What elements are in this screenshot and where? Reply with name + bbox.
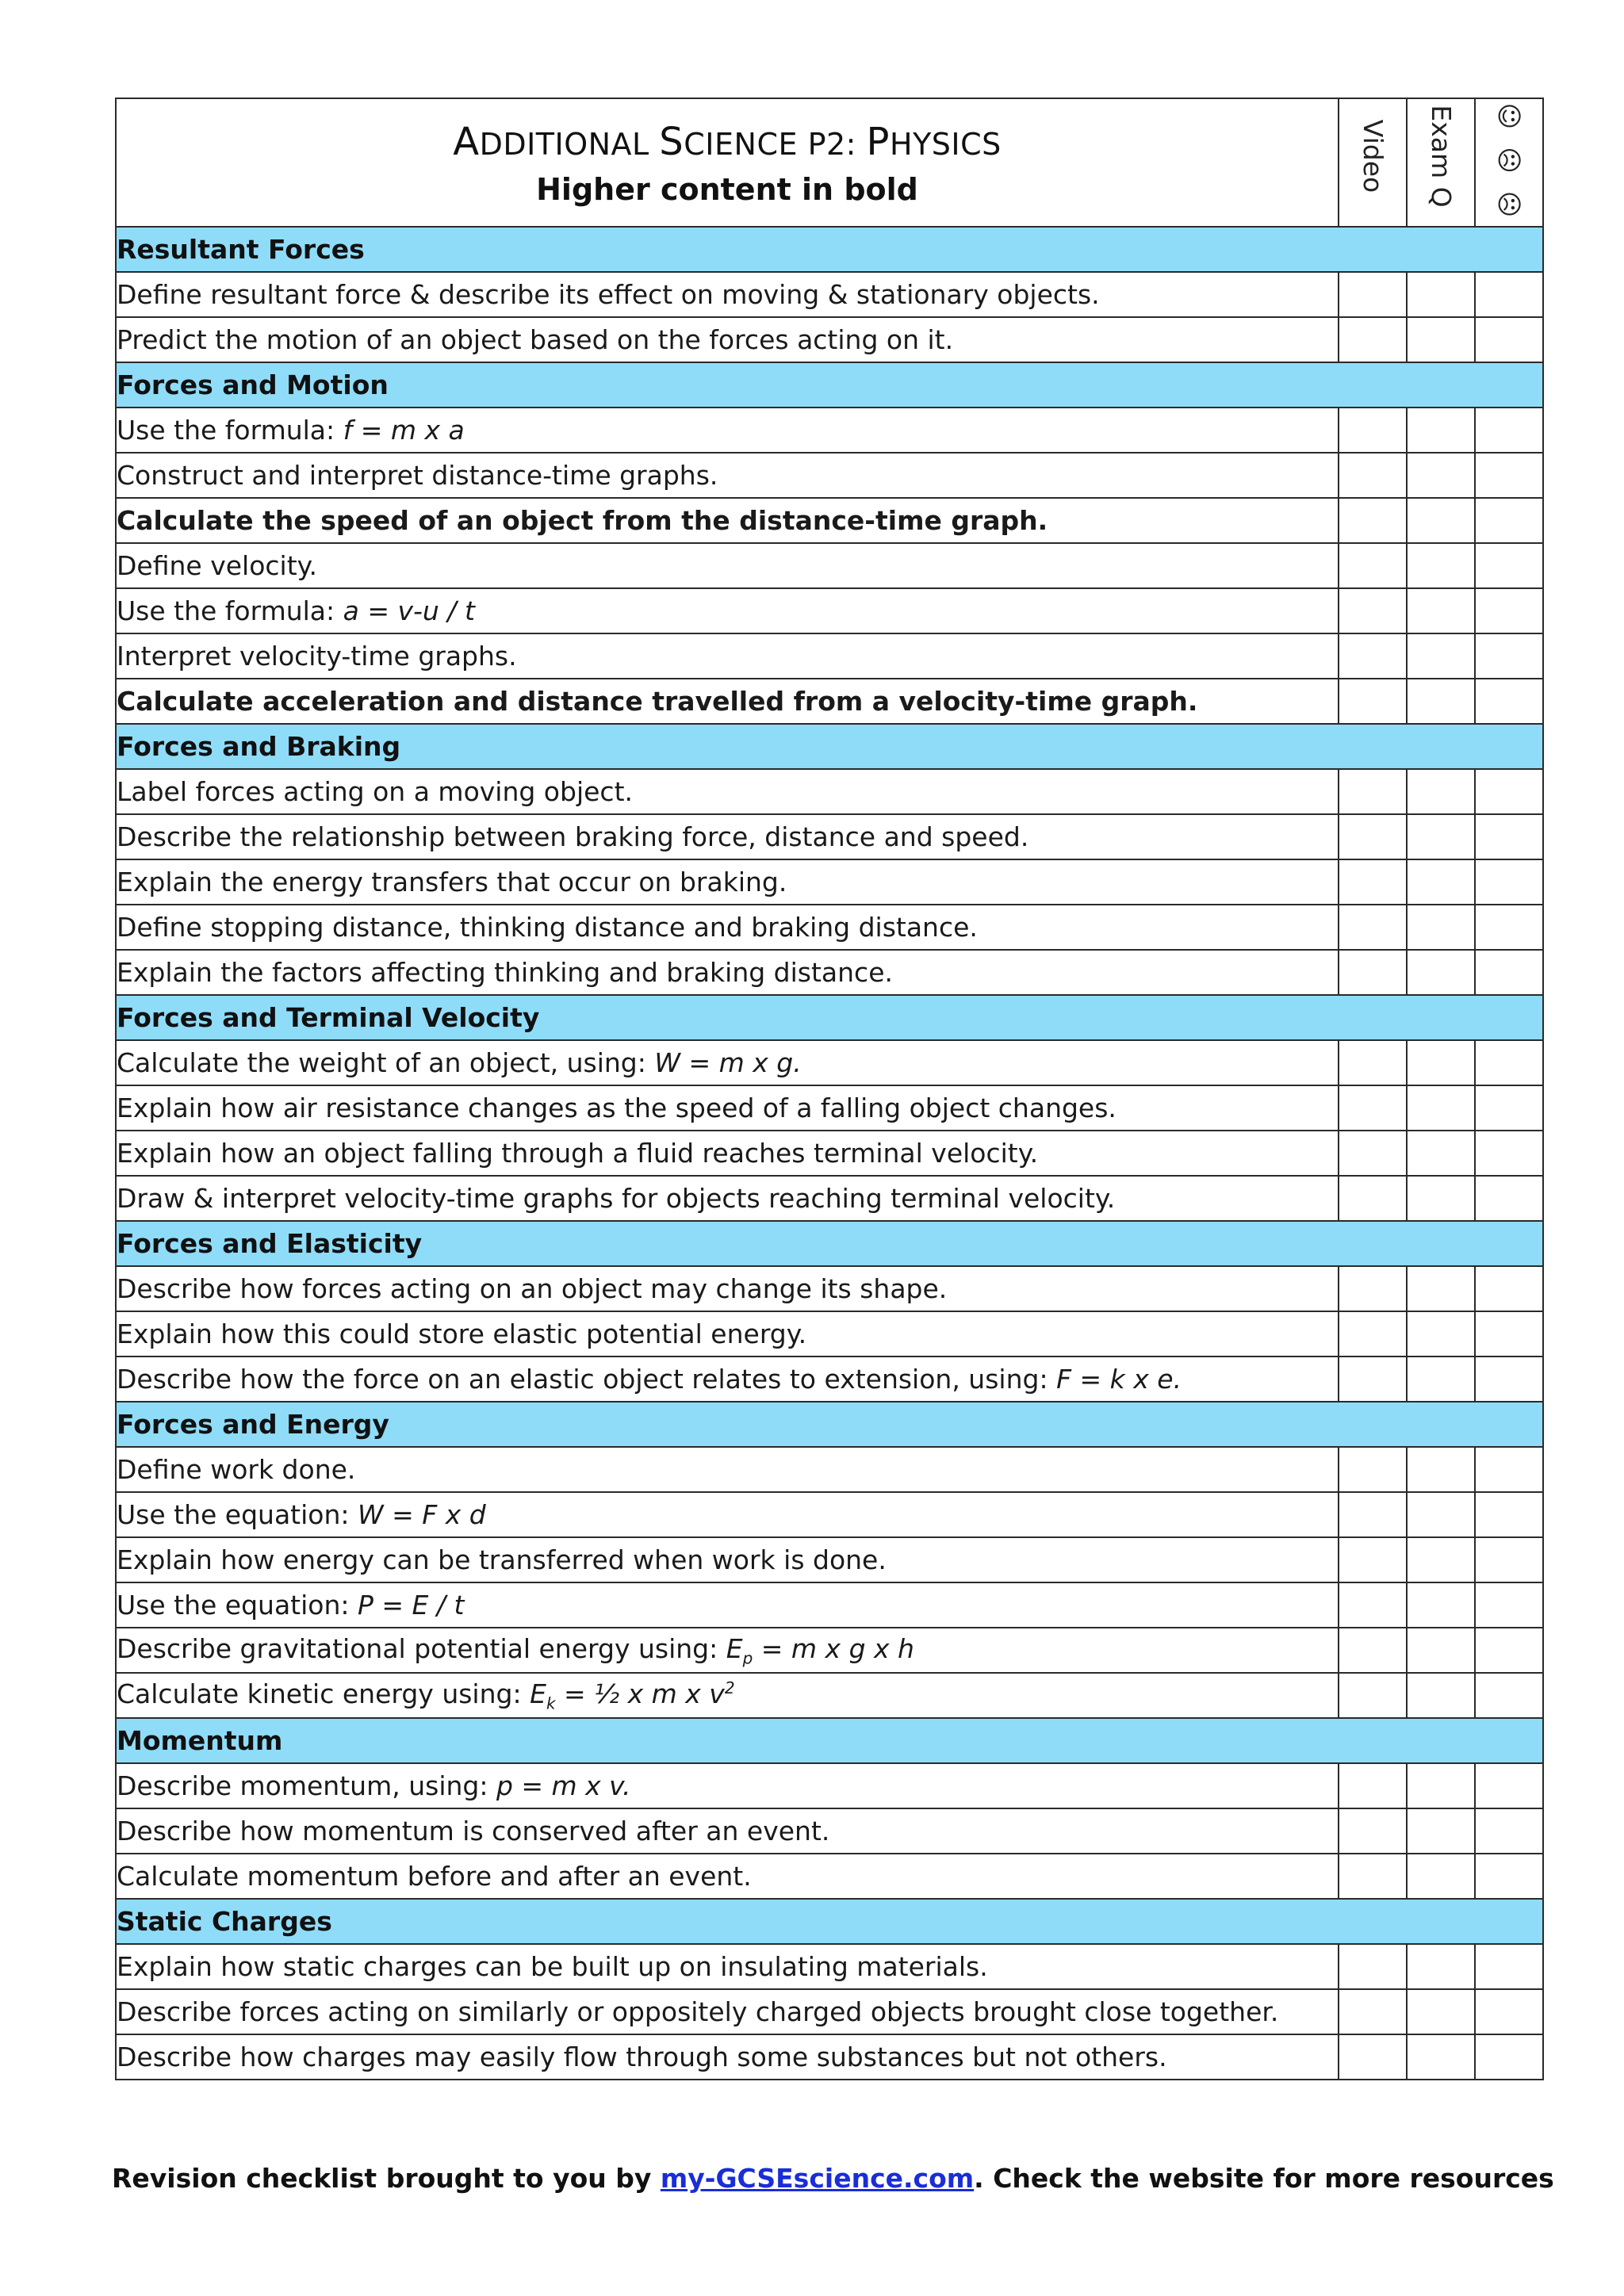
video-checkbox[interactable] [1339, 1131, 1407, 1176]
checklist-row [116, 453, 1543, 498]
section-title: Momentum [116, 1718, 1543, 1763]
checklist-row [116, 1266, 1543, 1311]
checklist-item [116, 1176, 1339, 1221]
checklist-item [116, 1808, 1339, 1854]
exam-q-checkbox[interactable] [1407, 1266, 1475, 1311]
confidence-checkbox[interactable] [1475, 1311, 1543, 1357]
section-header-row [116, 1221, 1543, 1266]
checklist-item [116, 1989, 1339, 2034]
confidence-checkbox[interactable] [1475, 633, 1543, 679]
video-checkbox[interactable] [1339, 859, 1407, 905]
checklist-item-text: Describe how momentum is conserved after an event. [117, 1816, 830, 1846]
video-checkbox[interactable] [1339, 1492, 1407, 1537]
exam-q-checkbox[interactable] [1407, 1311, 1475, 1357]
checklist-item [116, 1266, 1339, 1311]
exam-q-checkbox[interactable] [1407, 1628, 1475, 1673]
checklist-row [116, 498, 1543, 543]
section-header-row [116, 362, 1543, 408]
video-checkbox[interactable] [1339, 1311, 1407, 1357]
confidence-checkbox[interactable] [1475, 408, 1543, 453]
checklist-item [116, 588, 1339, 633]
checklist-item [116, 679, 1339, 724]
confidence-checkbox[interactable] [1475, 2034, 1543, 2080]
checklist-item-text: Explain how an object falling through a fluid reaches terminal velocity. [117, 1138, 1039, 1169]
footer-credit [112, 2163, 1554, 2194]
checklist-item [116, 633, 1339, 679]
confidence-checkbox[interactable] [1475, 1989, 1543, 2034]
checklist-item-text: Define work done. [117, 1454, 356, 1485]
video-checkbox[interactable] [1339, 1673, 1407, 1718]
video-checkbox[interactable] [1339, 1040, 1407, 1085]
checklist-item-text: Use the equation: [117, 1590, 358, 1621]
formula: F = k x e. [1056, 1364, 1182, 1395]
checklist-item-text: Describe momentum, using: [117, 1770, 496, 1801]
video-checkbox[interactable] [1339, 1944, 1407, 1989]
checklist-row [116, 1989, 1543, 2034]
video-checkbox[interactable] [1339, 1447, 1407, 1492]
confidence-checkbox[interactable] [1475, 543, 1543, 588]
section-title: Static Charges [116, 1899, 1543, 1944]
checklist-item [116, 1085, 1339, 1131]
checklist-row [116, 1131, 1543, 1176]
checklist-item [116, 498, 1339, 543]
confidence-checkbox[interactable] [1475, 317, 1543, 362]
exam-q-checkbox[interactable] [1407, 543, 1475, 588]
exam-q-checkbox[interactable] [1407, 1447, 1475, 1492]
exam-q-checkbox[interactable] [1407, 1673, 1475, 1718]
section-title: Forces and Braking [116, 724, 1543, 769]
video-checkbox[interactable] [1339, 1628, 1407, 1673]
checklist-row [116, 950, 1543, 995]
column-header-confidence [1475, 98, 1543, 227]
checklist-item-text: Use the formula: [117, 595, 343, 626]
checklist-item-text: Calculate the weight of an object, using: [117, 1047, 655, 1078]
confidence-checkbox[interactable] [1475, 1357, 1543, 1402]
formula: P = E / t [358, 1590, 465, 1621]
column-header-exam-q [1407, 98, 1475, 227]
confidence-checkbox[interactable] [1475, 453, 1543, 498]
formula: f = m x a [343, 415, 465, 446]
column-header-video [1339, 98, 1407, 227]
confidence-checkbox[interactable] [1475, 1266, 1543, 1311]
formula: W = F x d [358, 1499, 486, 1530]
checklist-item [116, 1311, 1339, 1357]
checklist-item-text: Calculate the speed of an object from the distance-time graph. [117, 505, 1048, 536]
exam-q-checkbox[interactable] [1407, 1040, 1475, 1085]
confidence-checkbox[interactable] [1475, 679, 1543, 724]
checklist-item-text: Predict the motion of an object based on the forces acting on it. [117, 324, 954, 355]
exam-q-checkbox[interactable] [1407, 1763, 1475, 1808]
title-part: P [866, 119, 890, 164]
checklist-item [116, 1492, 1339, 1537]
video-checkbox[interactable] [1339, 2034, 1407, 2080]
checklist-item-text: Define resultant force & describe its effect on moving & stationary objects. [117, 279, 1100, 310]
confidence-checkbox[interactable] [1475, 498, 1543, 543]
exam-q-checkbox[interactable] [1407, 1854, 1475, 1899]
confidence-checkbox[interactable] [1475, 272, 1543, 317]
exam-q-checkbox[interactable] [1407, 272, 1475, 317]
formula: $E_k$ = ½ x m x $v^2$ [530, 1678, 735, 1713]
section-header-row [116, 1899, 1543, 1944]
video-checkbox[interactable] [1339, 498, 1407, 543]
section-header-row [116, 227, 1543, 272]
exam-q-checkbox[interactable] [1407, 950, 1475, 995]
checklist-item [116, 1763, 1339, 1808]
checklist-row [116, 679, 1543, 724]
checklist-item [116, 950, 1339, 995]
exam-q-checkbox[interactable] [1407, 1989, 1475, 2034]
checklist-item [116, 1582, 1339, 1628]
checklist-item-text: Use the equation: [117, 1499, 358, 1530]
title-part: CIENCE P2: [684, 126, 867, 162]
exam-q-checkbox[interactable] [1407, 679, 1475, 724]
confidence-checkbox[interactable] [1475, 588, 1543, 633]
confidence-checkbox[interactable] [1475, 1537, 1543, 1582]
checklist-item-text: Draw & interpret velocity-time graphs for objects reaching terminal velocity. [117, 1183, 1116, 1214]
checklist-item-text: Calculate momentum before and after an event. [117, 1861, 752, 1892]
exam-q-checkbox[interactable] [1407, 2034, 1475, 2080]
confidence-faces-icon: ☺ ☹ ☹ [1494, 102, 1524, 223]
checklist-item [116, 1628, 1339, 1673]
exam-q-checkbox[interactable] [1407, 408, 1475, 453]
section-header-row [116, 1718, 1543, 1763]
exam-q-checkbox[interactable] [1407, 498, 1475, 543]
checklist-item [116, 1854, 1339, 1899]
video-checkbox[interactable] [1339, 1763, 1407, 1808]
video-checkbox[interactable] [1339, 633, 1407, 679]
exam-q-checkbox[interactable] [1407, 633, 1475, 679]
checklist-item-text: Construct and interpret distance-time graphs. [117, 460, 718, 491]
checklist-item [116, 453, 1339, 498]
video-checkbox[interactable] [1339, 543, 1407, 588]
checklist-item-text: Describe forces acting on similarly or oppositely charged objects brought close together. [117, 1996, 1279, 2027]
confidence-checkbox[interactable] [1475, 1763, 1543, 1808]
section-header-row [116, 1402, 1543, 1447]
video-checkbox[interactable] [1339, 905, 1407, 950]
checklist-row [116, 1582, 1543, 1628]
checklist-row [116, 1854, 1543, 1899]
checklist-row [116, 1537, 1543, 1582]
confidence-checkbox[interactable] [1475, 1854, 1543, 1899]
checklist-item [116, 543, 1339, 588]
formula: $E_p = m$ x g x h [726, 1632, 914, 1668]
checklist-item [116, 905, 1339, 950]
checklist-row [116, 1492, 1543, 1537]
section-title: Forces and Energy [116, 1402, 1543, 1447]
checklist-row [116, 769, 1543, 814]
checklist-item [116, 1673, 1339, 1718]
confidence-checkbox[interactable] [1475, 1040, 1543, 1085]
video-checkbox[interactable] [1339, 769, 1407, 814]
checklist-item [116, 1447, 1339, 1492]
video-checkbox[interactable] [1339, 679, 1407, 724]
revision-checklist-table [115, 98, 1544, 2080]
title-part: S [659, 119, 684, 164]
exam-q-checkbox[interactable] [1407, 317, 1475, 362]
confidence-checkbox[interactable] [1475, 1673, 1543, 1718]
section-title: Forces and Terminal Velocity [116, 995, 1543, 1040]
checklist-item [116, 1944, 1339, 1989]
video-checkbox[interactable] [1339, 1085, 1407, 1131]
video-checkbox[interactable] [1339, 408, 1407, 453]
video-checkbox[interactable] [1339, 1582, 1407, 1628]
video-checkbox[interactable] [1339, 1357, 1407, 1402]
exam-q-checkbox[interactable] [1407, 1131, 1475, 1176]
checklist-row [116, 272, 1543, 317]
confidence-checkbox[interactable] [1475, 1085, 1543, 1131]
confidence-checkbox[interactable] [1475, 1808, 1543, 1854]
exam-q-checkbox[interactable] [1407, 1357, 1475, 1402]
section-title: Forces and Elasticity [116, 1221, 1543, 1266]
video-checkbox[interactable] [1339, 1266, 1407, 1311]
exam-q-checkbox[interactable] [1407, 1944, 1475, 1989]
exam-q-checkbox[interactable] [1407, 1085, 1475, 1131]
footer-prefix: Revision checklist brought to you by [112, 2163, 661, 2194]
formula: p = m x v. [496, 1770, 631, 1801]
video-checkbox[interactable] [1339, 1176, 1407, 1221]
checklist-item-text: Explain how static charges can be built up on insulating materials. [117, 1951, 988, 1982]
checklist-row [116, 2034, 1543, 2080]
checklist-item-text: Calculate kinetic energy using: [117, 1678, 530, 1709]
checklist-row [116, 1040, 1543, 1085]
checklist-item-text: Explain how energy can be transferred when work is done. [117, 1544, 887, 1575]
checklist-item-text: Interpret velocity-time graphs. [117, 641, 517, 672]
checklist-item [116, 272, 1339, 317]
exam-q-checkbox[interactable] [1407, 1808, 1475, 1854]
checklist-item-text: Explain how this could store elastic potential energy. [117, 1318, 807, 1349]
exam-q-checkbox[interactable] [1407, 905, 1475, 950]
header-row [116, 98, 1543, 227]
confidence-checkbox[interactable] [1475, 1176, 1543, 1221]
checklist-row [116, 1447, 1543, 1492]
checklist-row [116, 1357, 1543, 1402]
checklist-item [116, 859, 1339, 905]
website-link[interactable]: my-GCSEscience.com [660, 2163, 975, 2194]
checklist-row [116, 1944, 1543, 1989]
checklist-row [116, 408, 1543, 453]
checklist-item-text: Describe the relationship between braking force, distance and speed. [117, 821, 1029, 852]
video-checkbox[interactable] [1339, 1989, 1407, 2034]
checklist-item [116, 1537, 1339, 1582]
exam-q-checkbox[interactable] [1407, 1492, 1475, 1537]
checklist-item-text: Calculate acceleration and distance travelled from a velocity-time graph. [117, 686, 1198, 717]
confidence-checkbox[interactable] [1475, 1492, 1543, 1537]
checklist-item [116, 1357, 1339, 1402]
checklist-item-text: Explain the factors affecting thinking and braking distance. [117, 957, 893, 988]
confidence-checkbox[interactable] [1475, 1131, 1543, 1176]
checklist-row [116, 1628, 1543, 1673]
video-checkbox[interactable] [1339, 317, 1407, 362]
checklist-row [116, 1808, 1543, 1854]
checklist-row [116, 543, 1543, 588]
checklist-row [116, 814, 1543, 859]
section-title: Resultant Forces [116, 227, 1543, 272]
exam-q-checkbox[interactable] [1407, 1176, 1475, 1221]
video-checkbox[interactable] [1339, 453, 1407, 498]
checklist-item [116, 408, 1339, 453]
confidence-checkbox[interactable] [1475, 905, 1543, 950]
exam-q-checkbox[interactable] [1407, 588, 1475, 633]
checklist-row [116, 1085, 1543, 1131]
video-checkbox[interactable] [1339, 1537, 1407, 1582]
checklist-row [116, 588, 1543, 633]
checklist-item-text: Label forces acting on a moving object. [117, 776, 633, 807]
checklist-item-text: Describe how the force on an elastic object relates to extension, using: [117, 1364, 1057, 1395]
checklist-row [116, 859, 1543, 905]
exam-q-checkbox[interactable] [1407, 814, 1475, 859]
column-header-video-label: Video [1358, 119, 1388, 193]
exam-q-checkbox[interactable] [1407, 453, 1475, 498]
checklist-item-text: Describe how forces acting on an object may change its shape. [117, 1273, 948, 1304]
checklist-row [116, 1311, 1543, 1357]
exam-q-checkbox[interactable] [1407, 859, 1475, 905]
confidence-checkbox[interactable] [1475, 1582, 1543, 1628]
title-cell [116, 98, 1339, 227]
checklist-item [116, 769, 1339, 814]
checklist-row [116, 1673, 1543, 1718]
confidence-checkbox[interactable] [1475, 814, 1543, 859]
confidence-checkbox[interactable] [1475, 1944, 1543, 1989]
video-checkbox[interactable] [1339, 1854, 1407, 1899]
video-checkbox[interactable] [1339, 814, 1407, 859]
column-header-exam-q-label: Exam Q [1426, 105, 1457, 208]
checklist-item [116, 1040, 1339, 1085]
section-header-row [116, 724, 1543, 769]
formula: a = v-u / t [343, 595, 475, 626]
checklist-item-text: Explain how air resistance changes as the speed of a falling object changes. [117, 1093, 1116, 1123]
confidence-checkbox[interactable] [1475, 1447, 1543, 1492]
exam-q-checkbox[interactable] [1407, 1537, 1475, 1582]
confidence-checkbox[interactable] [1475, 1628, 1543, 1673]
checklist-item-text: Use the formula: [117, 415, 343, 446]
section-title: Forces and Motion [116, 362, 1543, 408]
checklist-item-text: Describe gravitational potential energy using: [117, 1632, 726, 1664]
video-checkbox[interactable] [1339, 272, 1407, 317]
title-part: A [453, 119, 480, 164]
title-part: DDITIONAL [479, 126, 660, 162]
checklist-item [116, 814, 1339, 859]
confidence-checkbox[interactable] [1475, 950, 1543, 995]
exam-q-checkbox[interactable] [1407, 1582, 1475, 1628]
formula: W = m x g. [654, 1047, 802, 1078]
checklist-item-text: Explain the energy transfers that occur on braking. [117, 867, 787, 897]
page-subtitle: Higher content in bold [536, 171, 918, 207]
page-title [117, 118, 1338, 168]
footer-suffix: . Check the website for more resources [974, 2163, 1554, 2194]
checklist-item [116, 1131, 1339, 1176]
checklist-row [116, 317, 1543, 362]
checklist-item-text: Describe how charges may easily flow through some substances but not others. [117, 2042, 1167, 2072]
checklist-row [116, 905, 1543, 950]
checklist-item-text: Define velocity. [117, 550, 317, 581]
checklist-row [116, 633, 1543, 679]
checklist-row [116, 1763, 1543, 1808]
video-checkbox[interactable] [1339, 1808, 1407, 1854]
confidence-checkbox[interactable] [1475, 859, 1543, 905]
section-header-row [116, 995, 1543, 1040]
video-checkbox[interactable] [1339, 588, 1407, 633]
checklist-item-text: Define stopping distance, thinking distance and braking distance. [117, 912, 978, 943]
confidence-checkbox[interactable] [1475, 769, 1543, 814]
exam-q-checkbox[interactable] [1407, 769, 1475, 814]
checklist-item [116, 2034, 1339, 2080]
video-checkbox[interactable] [1339, 950, 1407, 995]
checklist-item [116, 317, 1339, 362]
checklist-row [116, 1176, 1543, 1221]
title-part: HYSICS [890, 126, 1002, 162]
